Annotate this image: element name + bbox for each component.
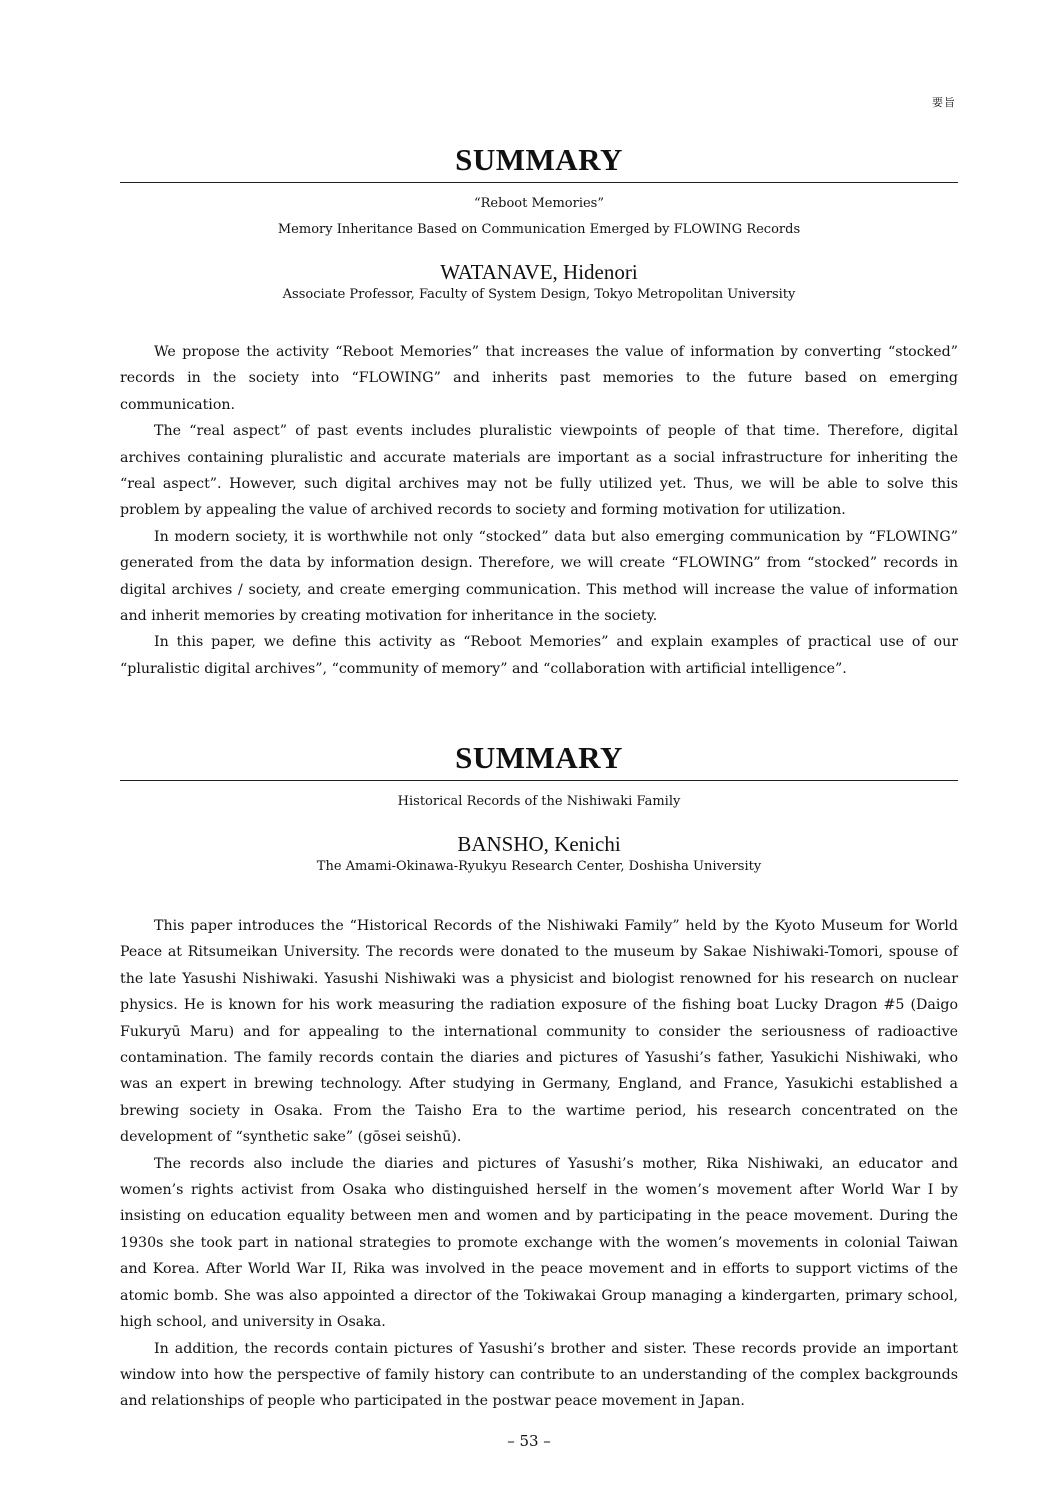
abstract-paragraph: In addition, the records contain pictures of Yasushi’s brother and sister. These records provide an important window into how the perspective of family history can contribute to an understanding of the complex backgrounds and relationships of people who participated in the postwar peace movement in Japan. [120,1340,958,1410]
section-title: SUMMARY [120,142,958,183]
author-affiliation: The Amami-Okinawa-Ryukyu Research Center, Doshisha University [316,859,762,874]
summary-section-2 [120,740,958,1415]
abstract-paragraph: The records also include the diaries and pictures of Yasushi’s mother, Rika Nishiwaki, an educator and women’s rights activist from Osaka who distinguished herself in the women’s movement after World War I by insisting on education equality between men and women and by participating in the peace movement. During the 1930s she took part in national strategies to promote exchange with the women’s movements in colonial Taiwan and Korea. After World War II, Rika was involved in the peace movement and in efforts to support victims of the atomic bomb. She was also appointed a director of the Tokiwakai Group managing a kindergarten, primary school, high school, and university in Osaka. [120,1155,958,1331]
abstract-paragraph: In this paper, we define this activity as “Reboot Memories” and explain examples of practical use of our “pluralistic digital archives”, “community of memory” and “collaboration with artificial intelligence”. [120,634,958,677]
author-affiliation: Associate Professor, Faculty of System Design, Tokyo Metropolitan University [282,287,796,302]
abstract-body [120,339,958,682]
section-title: SUMMARY [120,740,958,781]
author-name: BANSHO, Kenichi [457,832,621,856]
paper-title: Historical Records of the Nishiwaki Family [397,794,681,809]
author-name: WATANAVE, Hidenori [440,260,638,284]
paper-title: Memory Inheritance Based on Communication Emerged by FLOWING Records [277,222,801,237]
abstract-paragraph: This paper introduces the “Historical Records of the Nishiwaki Family” held by the Kyoto Museum for World Peace at Ritsumeikan University. The records were donated to the museum by Sakae Nishiwaki-Tomori, spouse of the late Yasushi Nishiwaki. Yasushi Nishiwaki was a physicist and biologist renowned for his research on nuclear physics. He is known for his work measuring the radiation exposure of the fishing boat Lucky Dragon #5 (Daigo Fukuryū Maru) and for appealing to the international community to consider the seriousness of radioactive contamination. The family records contain the diaries and pictures of Yasushi’s father, Yasukichi Nishiwaki, who was an expert in brewing technology. After studying in Germany, England, and France, Yasukichi established a brewing society in Osaka. From the Taisho Era to the wartime period, his research concentrated on the development of “synthetic sake” (gōsei seishū). [120,918,958,1146]
summary-section-1 [120,142,958,682]
paper-subtitle: “Reboot Memories” [474,196,604,211]
abstract-body [120,913,958,1415]
page-number: – 53 – [507,1432,551,1450]
abstract-paragraph: In modern society, it is worthwhile not only “stocked” data but also emerging communication by “FLOWING” generated from the data by information design. Therefore, we will create “FLOWING” from “stocked” records in digital archives / society, and create emerging communication. This method will increase the value of information and inherit memories by creating motivation for inheritance in the society. [120,528,958,625]
running-head: 要旨 [932,96,956,109]
abstract-paragraph: We propose the activity “Reboot Memories” that increases the value of information by converting “stocked” records in the society into “FLOWING” and inherits past memories to the future based on emerging communication. [120,344,958,413]
abstract-paragraph: The “real aspect” of past events includes pluralistic viewpoints of people of that time. Therefore, digital archives containing pluralistic and accurate materials are important as a social infrastructure for inheriting the “real aspect”. However, such digital archives may not be fully utilized yet. Thus, we will be able to solve this problem by appealing the value of archived records to society and forming motivation for utilization. [120,423,958,519]
